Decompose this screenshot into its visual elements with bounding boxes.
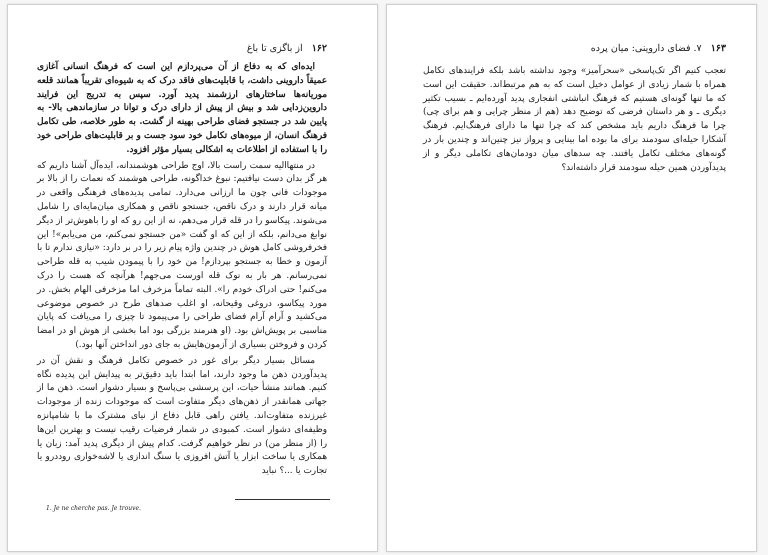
left-page-number: ۱۶۲ <box>311 43 327 54</box>
right-page <box>386 4 757 552</box>
left-page-body <box>37 61 327 481</box>
right-paragraph-1: تعجب کنیم اگر تک‌پاسخی «سحرآمیز» وجود نداشته باشد بلکه فرایندهای تکامل همراه با شمار زیادی از عوامل دخیل است که به هم مرتبط‌اند. حقیقت این است که ما تنها گونه‌ای هستیم که فرهنگ انباشتی انفجاری پدید آورده‌ایم ـ بسیب تکثیر دیگری ـ و هر داستان فرضی که توضیح دهد (هم از منظر چرایی و هم برای چی) چرا ما فرهنگ داریم باید مشخص کند که چرا تنها ما دارای فرهنگ‌ایم. فرهنگ آشکارا حیله‌ای سودمند برای ما بوده اما بینایی و پرواز نیز چنین‌اند و چندین بار در گونه‌های مختلف تکامل یافتند. چه سدهای میان دودمان‌های تکاملی دیگر و از پدیدآوردن همین حیله سودمند قرار داشته‌اند؟ <box>423 66 726 173</box>
right-page-body <box>423 65 726 177</box>
footnote-divider <box>235 499 330 500</box>
left-paragraph-3: مسائل بسیار دیگر برای غور در خصوص تکامل فرهنگ و نقش آن در پدیدآوردن ذهن ما وجود دارند، اما ابتدا باید دقیق‌تر به پیدایش این پدیده نگاه کنیم. همانند منشأ حیات، این پرسشی بی‌پاسخ و بسیار دشوار است. ذهن ما از جهاتی همانقدر از ذهن‌های دیگر متفاوت است که موجودات زنده از موجودات غیرزنده متفاوت‌اند. یافتن راهی قابل دفاع از نیای مشترک ما با شامپانزه وظیفه‌ای دشوار است. کمبودی در شمار فرضیات رقیب نیست و بهترین این‌ها را (از منظر من) در نظر خواهیم گرفت. کدام پیش از دیگری پدید آمد: زبان یا همکاری یا ساخت ابزار یا آتش افروزی یا سنگ اندازی یا لاشه‌خواری روددرو یا تجارت یا ...؟ نباید <box>37 355 327 477</box>
right-page-header <box>591 43 726 55</box>
left-page-header <box>247 43 327 55</box>
left-paragraph-2: در منتهاالیه سمت راست بالا، اوج طراحی هوشمندانه، ایده‌آل آشنا داریم که هر گز بدان دست نیافتیم: نبوغ خداگونه، طراحی هوشمند که نعمات را از بالا بر موجودات فانی چون ما ارزانی می‌دارد. تمامی پدیده‌های فرهنگی واقعی در میانه قرار دارند و درک ناقص، جستجو ناقص و همکاری میان‌مایه‌ای را شامل می‌شوند. پیکاسو را در قله قرار می‌دهم، نه از این رو که او را باهوش‌تر از دیگر نوابغ می‌دانم، بلکه از این که او گفت «من جستجو نمی‌کنم، من می‌یابم»! این فخرفروشی کامل هوش در چندین واژه پیام زیر را در بر دارد: «نیازی ندارم تا با آزمون و خطا به جستجو بپردازم! من خود را با پیمودن شیب به قله طراحی نمی‌رسانم. هر بار به نوک قله اورست می‌جهم! هرآنچه که هست را درک می‌کنم! حتی ادراک خودم را». البته تماماً مزخرف اما مزخرفی الهام بخش. در مورد پیکاسو، دروغی وقیحانه، او اغلب صدهای طرح در خصوص موضوعی می‌کشید و آرام آرام فضای طراحی را می‌پیمود تا چیزی را می‌یافت که پایان مناسبی بر پویش‌اش بود. (او هنرمند بزرگی بود اما بخشی از هوش او در امضا کردن و فروختن بسیاری از آزمون‌هایش به جای دور انداختن آنها بود.) <box>37 160 327 350</box>
footnote: 1. Je ne cherche pas. Je trouve. <box>46 505 141 512</box>
left-paragraph-1: ایده‌ای که به دفاع از آن می‌پردازم این است که فرهنگ انسانی آغازی عمیقاً داروینی داشت، با قابلیت‌های فاقد درک که به شیوه‌ای تقریباً همانند قلعه موریانه‌ها ساختارهای ارزشمند پدید آورد. سپس به تدریج این فرایند داروین‌زدایی شد و بیش از پیش از دارای درک و توانا در سازماندهی بالا- به پایین شد در جستجو فضای طراحی بهینه از گشت. به طور خلاصه، طی تکامل فرهنگ انسان، از میوه‌های تکامل خود سود جست و بر قابلیت‌های طراحی خود را با استفاده از اطلاعات به اشکالی بسیار مؤثر افزود. <box>37 62 327 155</box>
right-running-head: ۷. فضای داروینی: میان پرده <box>590 43 702 54</box>
left-page <box>7 4 378 552</box>
left-running-head: از باگزی تا باغ <box>246 43 303 54</box>
right-page-number: ۱۶۳ <box>710 43 726 54</box>
